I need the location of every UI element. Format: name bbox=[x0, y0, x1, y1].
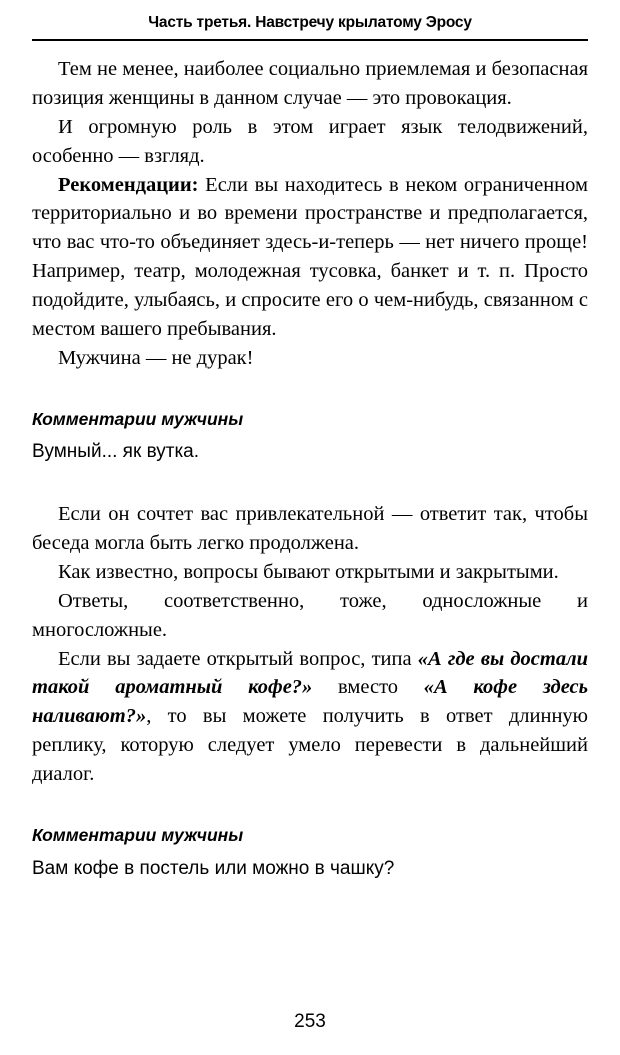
page-number: 253 bbox=[294, 1011, 326, 1032]
comment-heading-1: Комментарии мужчины bbox=[32, 408, 244, 429]
recommendations-lead: Рекомендации: bbox=[58, 173, 199, 196]
comment-text-1: Вумный... як вутка. bbox=[32, 441, 200, 463]
page-content bbox=[32, 41, 588, 882]
paragraph-8-part-a: Если вы задаете открытый вопрос, типа bbox=[58, 647, 418, 670]
comment-heading-2: Комментарии мужчины bbox=[32, 824, 244, 845]
paragraph-8-part-c: , то вы можете получить в ответ длинную реплику, которую следует умело перевести в дальнейший диалог. bbox=[32, 705, 588, 786]
quoted-question-1: «А где вы достали такой ароматный кофе?» bbox=[32, 647, 588, 699]
spacer-before-comment-1 bbox=[32, 373, 588, 407]
spacer-after-comment-1 bbox=[32, 466, 588, 500]
paragraph-1: Тем не менее, наиболее социально приемлемая и безопасная позиция женщины в данном случае — это провокация. bbox=[32, 58, 588, 109]
recommendations-text: Если вы находитесь в неком ограниченном территориально и во времени пространстве и предполагается, что вас что-то объединяет здесь-и-теперь — нет ничего проще! Например, театр, молодежная тусовка, банкет и т. п. Просто подойдите, улыбаясь, и спросите его о чем-нибудь, связанном с местом вашего пребывания. bbox=[32, 173, 588, 341]
paragraph-2: И огромную роль в этом играет язык телодвижений, особенно — взгляд. bbox=[32, 115, 588, 167]
paragraph-5: Если он сочтет вас привлекательной — ответит так, чтобы беседа могла быть легко продолжена. bbox=[32, 503, 588, 554]
paragraph-3 bbox=[32, 171, 588, 344]
paragraph-4: Мужчина — не дурак! bbox=[58, 346, 254, 369]
paragraph-8 bbox=[32, 645, 588, 789]
spacer-after-comment-heading-2 bbox=[32, 848, 588, 856]
spacer-after-comment-heading-1 bbox=[32, 431, 588, 439]
quoted-question-2: «А кофе здесь наливают?» bbox=[32, 676, 589, 728]
paragraph-6: Как известно, вопросы бывают открытыми и закрытыми. bbox=[58, 560, 559, 583]
running-head: Часть третья. Навстречу крылатому Эросу bbox=[148, 14, 472, 31]
paragraph-8-part-b: вместо bbox=[312, 676, 424, 699]
spacer-before-comment-2 bbox=[32, 789, 588, 823]
paragraph-7: Ответы, соответственно, тоже, односложные и многосложные. bbox=[32, 589, 588, 641]
comment-text-2: Вам кофе в постель или можно в чашку? bbox=[32, 857, 395, 879]
